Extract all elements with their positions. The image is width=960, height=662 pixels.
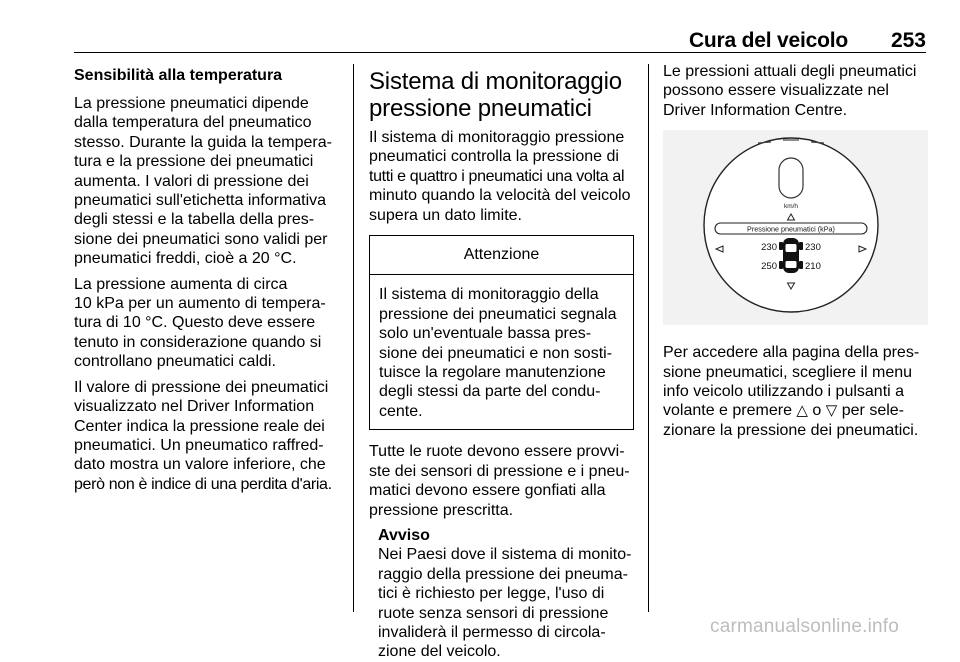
warning-title: Attenzione (370, 236, 633, 275)
banner-label: Pressione pneumatici (kPa) (747, 224, 835, 234)
display-access-paragraph: Per accedere alla pagina della pres- sione pneumatici, scegliere il menu info veicolo utilizzando i pulsanti a volante e premere △ o ▽ per sele- zionare la pressione dei pneumatici. (663, 344, 920, 439)
header-rule (74, 52, 926, 53)
front-right-pressure: 230 (805, 242, 821, 254)
note-title: Avviso (378, 526, 430, 544)
column-divider-2 (648, 64, 649, 612)
column-divider-1 (353, 64, 354, 612)
temperature-paragraph-1: La pressione pneumatici dipende dalla temperatura del pneumatico stesso. Durante la guida la tempera- tura e la pressione dei pneumatici aumenta. I valori di pressione dei pneumatici sull'etichetta informativa degli stessi e la tabella della pres- sione dei pneumatici sono validi per pneumatici freddi, cioè a 20 °C. (74, 95, 332, 268)
temperature-sensitivity-heading: Sensibilità alla temperatura (74, 67, 283, 84)
dic-illustration (663, 130, 928, 325)
temperature-paragraph-3: Il valore di pressione dei pneumatici visualizzato nel Driver Information Center indica la pressione reale dei pneumatici. Un pneumatico raffred- dato mostra un valore inferiore, che però non è indice di una perdita d'aria. (74, 378, 332, 493)
tpms-heading: Sistema di monitoraggio pressione pneumatici (369, 68, 622, 122)
unit-label: km/h (783, 203, 799, 211)
tpms-intro: Il sistema di monitoraggio pressione pneumatici controlla la pressione di tutti e quattro i pneumatici una volta al minuto quando la velocità del veicolo supera un dato limite. (369, 129, 631, 224)
column-3 (663, 62, 927, 446)
note-block (378, 526, 634, 662)
note-text: Nei Paesi dove il sistema di monito- raggio della pressione dei pneuma- tici è richiesto per legge, l'uso di ruote senza sensori di pressione invaliderà il permesso di circola- zione del veicolo. (378, 546, 632, 661)
column-2 (369, 62, 634, 662)
page-number: 253 (890, 29, 926, 52)
column-1 (74, 62, 338, 500)
wheels-paragraph: Tutte le ruote devono essere provvi- ste dei sensori di pressione e i pneu- matici devono essere gonfiati alla pressione prescritta. (369, 443, 630, 519)
down-button-icon: ▽ (825, 402, 838, 420)
tire-pressure-display-figure (663, 130, 928, 325)
rear-left-pressure: 250 (761, 261, 777, 273)
temperature-paragraph-2: La pressione aumenta di circa 10 kPa per un aumento di tempera- tura di 10 °C. Questo deve essere tenuto in considerazione quando si controllano pneumatici caldi. (74, 275, 326, 371)
warning-box (369, 235, 634, 430)
rear-right-pressure: 210 (805, 261, 821, 273)
display-intro: Le pressioni attuali degli pneumatici possono essere visualizzate nel Driver Information Centre. (663, 63, 917, 119)
warning-text: Il sistema di monitoraggio della pressione dei pneumatici segnala solo un'eventuale bassa pres- sione dei pneumatici e non sosti- tuisce la regolare manutenzione degli stessi da parte del condu- cente. (379, 286, 617, 420)
page-header-title: Cura del veicolo (688, 29, 848, 52)
speed-digit-outline (779, 158, 803, 198)
front-left-pressure: 230 (761, 242, 777, 254)
watermark: carmanualsonline.info (710, 616, 900, 637)
up-button-icon: △ (796, 402, 808, 420)
